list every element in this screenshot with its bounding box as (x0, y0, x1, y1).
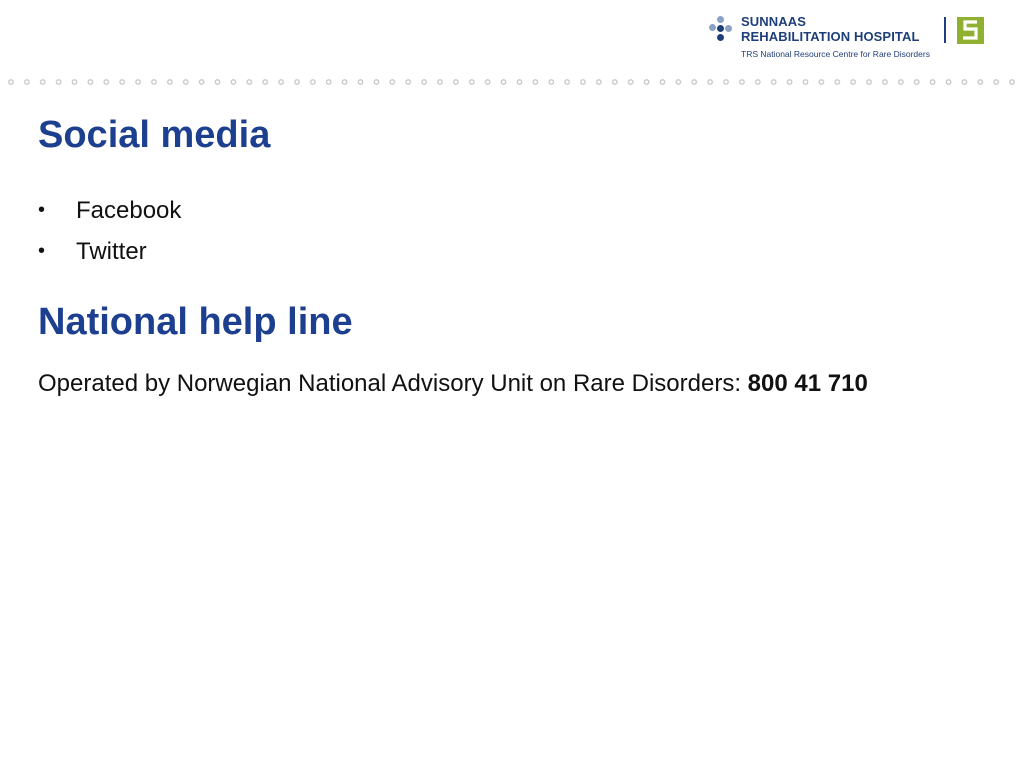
logo-line-3: TRS National Resource Centre for Rare Disorders (741, 49, 930, 59)
list-item-label: Facebook (76, 196, 182, 224)
sunnaas-logo (706, 14, 996, 66)
help-line-description: Operated by Norwegian National Advisory Unit on Rare Disorders: (38, 370, 748, 397)
logo-divider (944, 17, 946, 43)
logo-line-2: REHABILITATION HOSPITAL (741, 29, 920, 44)
list-item (38, 190, 181, 231)
bullet-icon: • (38, 240, 46, 262)
list-item-label: Twitter (76, 237, 147, 265)
help-line-phone-number: 800 41 710 (747, 370, 868, 397)
dotted-divider (0, 76, 1024, 88)
logo-text (741, 14, 930, 59)
help-line-text (38, 370, 868, 398)
logo-line-1: SUNNAAS (741, 14, 806, 29)
heading-national-help-line: National help line (38, 301, 353, 343)
s-mark-icon (957, 17, 984, 44)
heading-social-media: Social media (38, 114, 271, 156)
social-media-list (38, 190, 181, 272)
list-item (38, 231, 181, 272)
logo-dots-icon (706, 16, 736, 46)
bullet-icon: • (38, 199, 46, 221)
